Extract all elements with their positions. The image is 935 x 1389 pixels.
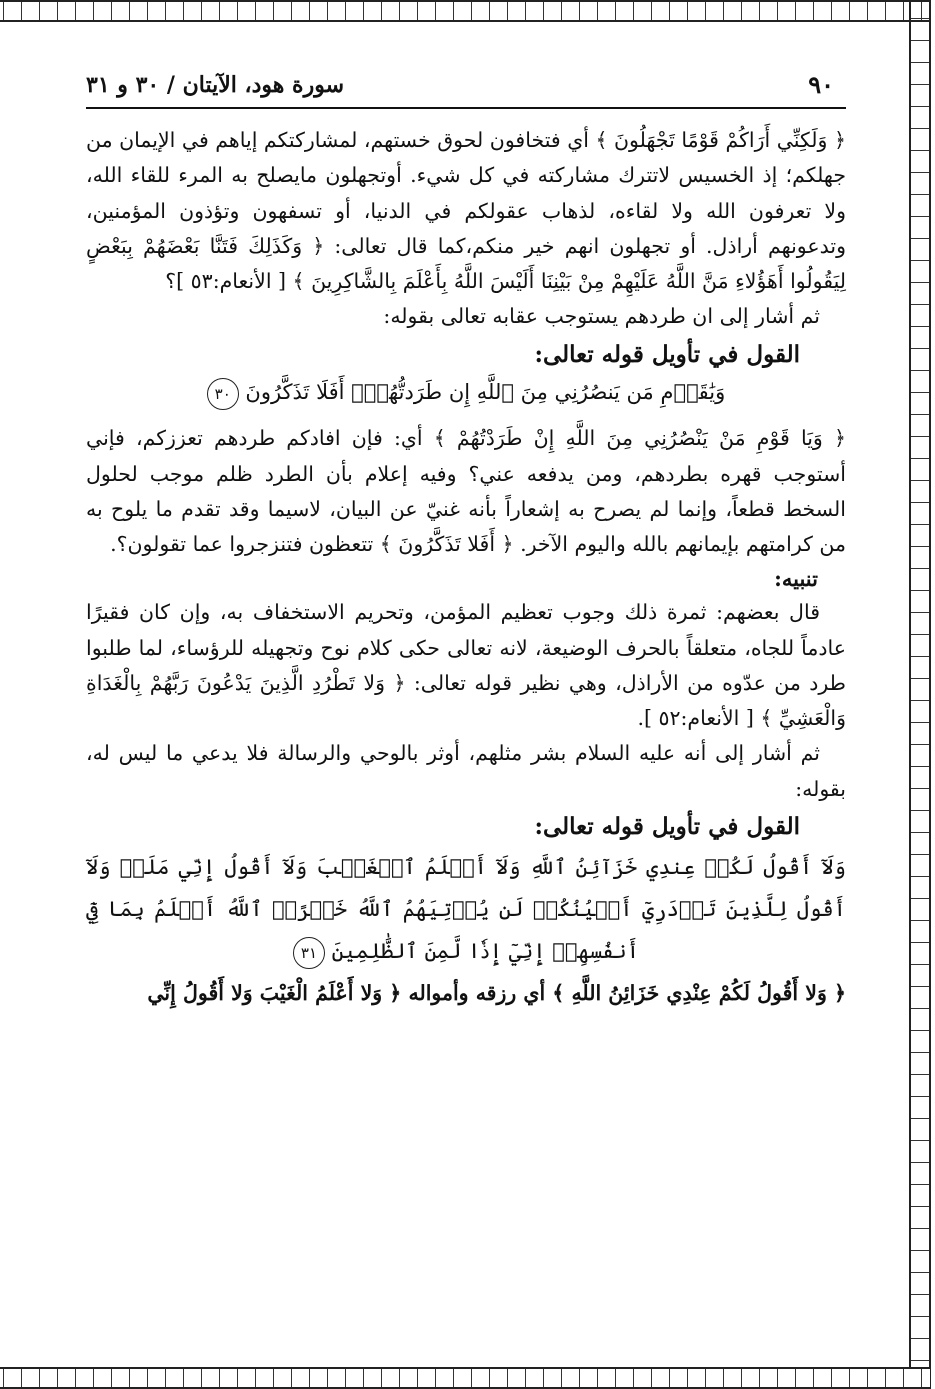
ayah-number-31: ٣١ xyxy=(293,937,325,969)
paragraph-3: ﴿ وَيَا قَوْمِ مَنْ يَنْصُرُنِي مِنَ اللَّهِ إِنْ طَرَدْتُهُمْ ﴾ أي: فإن افادكم طردهم تعززكم، فإني أستوجب قهره بطردهم، ومن يدفعه عني؟ وفيه إعلام بأن الطرد ظلم موجب لحلول السخط قطعاً، وإنما لم يصرح به إشعاراً بأنه غنيّ عن البيان، لاسيما وقد تقدم ما يلوح به من كرامتهم بإيمانهم بالله واليوم الآخر. ﴿ أَفَلا تَذَكَّرُونَ ﴾ تتعظون فتنزجروا عما تقولون؟. xyxy=(86,426,846,557)
page-content xyxy=(86,70,846,1011)
paragraph-5: ثم أشار إلى أنه عليه السلام بشر مثلهم، أوثر بالوحي والرسالة فلا يدعي ما ليس له، بقوله: xyxy=(86,741,846,801)
note-heading: تنبيه: xyxy=(774,566,818,592)
paragraph-2: ثم أشار إلى ان طردهم يستوجب عقابه تعالى بقوله: xyxy=(383,304,820,329)
ornamental-border-top xyxy=(0,0,930,22)
ornamental-border-right xyxy=(909,0,931,1389)
paragraph-6: ﴿ وَلا أَقُولُ لَكُمْ عِنْدِي خَزَائِنُ اللَّهِ ﴾ أي رزقه وأمواله ﴿ وَلا أَعْلَمُ الْغَيْبَ وَلا أَقُولُ إِنِّي xyxy=(147,980,846,1005)
ornamental-border-bottom xyxy=(0,1367,930,1389)
paragraph-4: قال بعضهم: ثمرة ذلك وجوب تعظيم المؤمن، وتحريم الاستخفاف به، وإن كان فقيرًا عادماً للجاه، متعلقاً بالحرف الوضيعة، لانه تعالى حكى كلام نوح وتجهيله للرؤساء، لما طلبوا طرد من عدّوه من الأراذل، وهي نظير قوله تعالى: ﴿ وَلا تَطْرُدِ الَّذِينَ يَدْعُونَ رَبَّهُمْ بِالْغَدَاةِ وَالْعَشِيِّ ﴾ [ الأنعام:٥٢ ]. xyxy=(86,600,846,731)
running-header xyxy=(86,70,846,109)
verse-31-text: وَلَآ أَقُولُ لَكُمۡ عِندِي خَزَآئِنُ ٱللَّهِ وَلَآ أَعۡلَمُ ٱلۡغَيۡبَ وَلَآ أَقُولُ إِنِّي مَلَكٞ وَلَآ أَقُولُ لِلَّذِينَ تَزۡدَرِيٓ أَعۡيُنُكُمۡ لَن يُؤۡتِيَهُمُ ٱللَّهُ خَيۡرًاۖ ٱللَّهُ أَعۡلَمُ بِمَا فِيٓ أَنفُسِهِمۡ إِنِّيٓ إِذٗا لَّمِنَ ٱلظَّٰلِمِينَ xyxy=(86,854,846,963)
section-heading-2: القول في تأويل قوله تعالى: xyxy=(534,812,800,840)
paragraph-1: ﴿ وَلَكِنِّي أَرَاكُمْ قَوْمًا تَجْهَلُونَ ﴾ أي فتخافون لحوق خستهم، لمشاركتكم إياهم في الإيمان من جهلكم؛ إذ الخسيس لاتترك مشاركته في كل شيء. أوتجهلون مايصلح به المرء للقاء الله، ولا تعرفون الله ولا لقاءه، لذهاب عقولكم في الدنيا، أو تسفهون وتؤذون المؤمنين، وتدعونهم أراذل. أو تجهلون انهم خير منكم،كما قال تعالى: ﴿ وَكَذَلِكَ فَتَنَّا بَعْضَهُمْ بِبَعْضٍ لِيَقُولُوا أَهَؤُلاءِ مَنَّ اللَّهُ عَلَيْهِمْ مِنْ بَيْنِنَا أَلَيْسَ اللَّهُ بِأَعْلَمَ بِالشَّاكِرِينَ ﴾ [ الأنعام:٥٣ ]؟ xyxy=(86,128,846,293)
page-number: ٩٠ xyxy=(808,70,834,99)
quran-verse-31 xyxy=(86,846,846,972)
ayah-number-30: ٣٠ xyxy=(207,378,239,410)
section-heading-1: القول في تأويل قوله تعالى: xyxy=(534,340,800,368)
verse-30-text: وَيَٰقَوۡمِ مَن يَنصُرُنِي مِنَ ٱللَّهِ إِن طَرَدتُّهُمۡۚ أَفَلَا تَذَكَّرُونَ xyxy=(245,379,726,404)
header-title: سورة هود، الآيتان / ٣٠ و ٣١ xyxy=(86,71,344,98)
quran-verse-30 xyxy=(86,374,846,412)
